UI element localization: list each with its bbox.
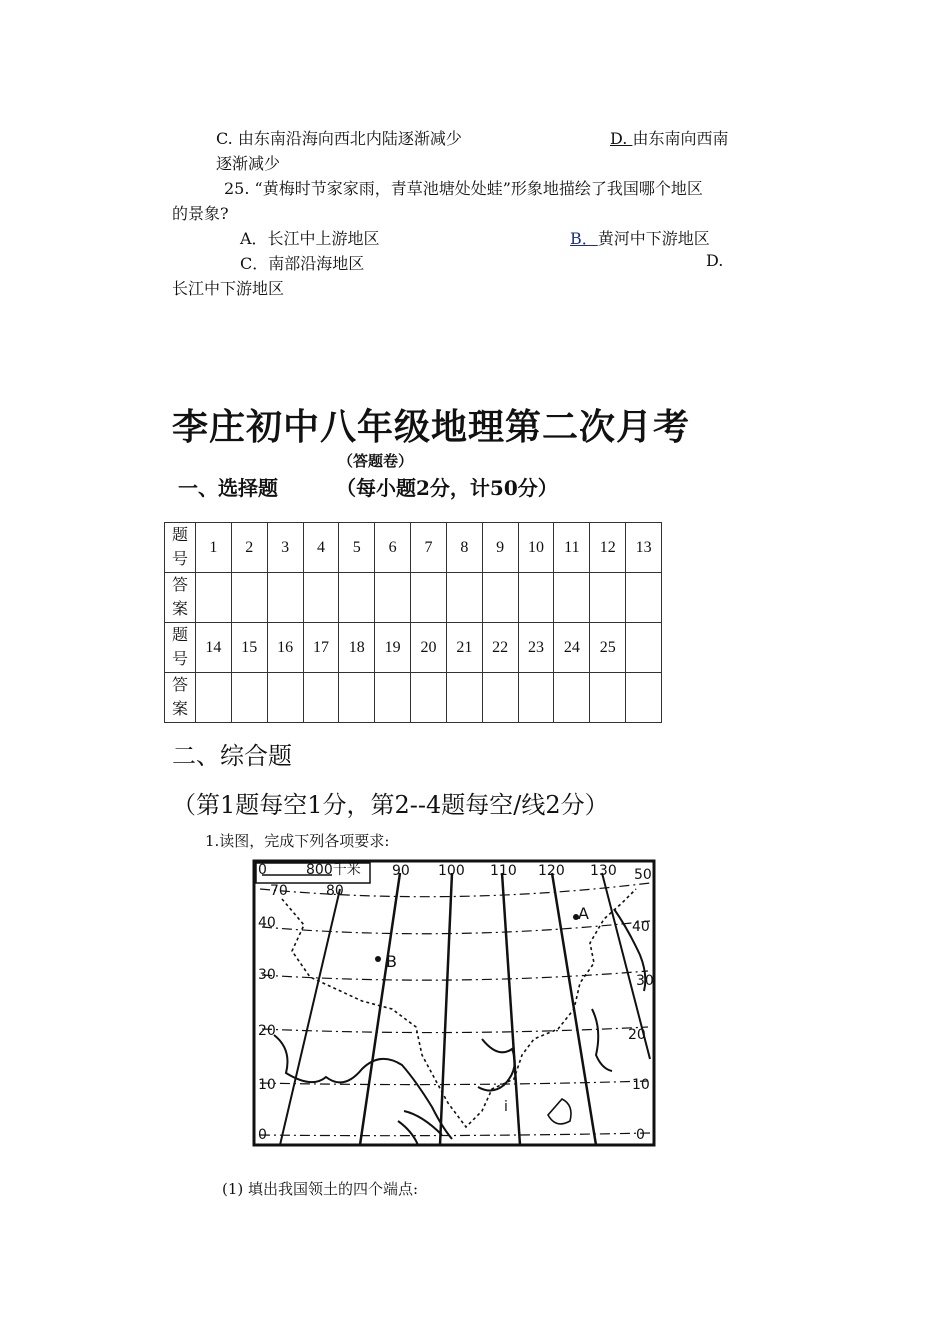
table-cell: 21 bbox=[446, 623, 482, 673]
scale-zero: 0 bbox=[258, 862, 267, 878]
lon-label-100: 100 bbox=[438, 863, 465, 879]
table-cell: 25 bbox=[590, 623, 626, 673]
label-question: 题号 bbox=[165, 523, 196, 573]
sumatra-coast bbox=[398, 1111, 442, 1145]
table-cell: 8 bbox=[446, 523, 482, 573]
label-question: 题号 bbox=[165, 623, 196, 673]
q24-option-d-text: 由东南向西南 bbox=[632, 129, 729, 148]
lat-label-left-10: 10 bbox=[258, 1077, 276, 1093]
section1-title: 一、选择题 bbox=[178, 476, 278, 500]
lon-label-130: 130 bbox=[590, 863, 617, 879]
answer-cell[interactable] bbox=[590, 673, 626, 723]
answer-cell[interactable] bbox=[267, 673, 303, 723]
lon-label-70: 70 bbox=[270, 883, 288, 899]
meridian-90 bbox=[360, 873, 400, 1145]
q25-option-b-text: 黄河中下游地区 bbox=[597, 229, 710, 248]
point-b-label: B bbox=[386, 952, 397, 971]
table-cell bbox=[626, 623, 662, 673]
lat-label-right-50: 50 bbox=[634, 867, 652, 883]
table-cell: 23 bbox=[518, 623, 554, 673]
answer-cell[interactable] bbox=[626, 573, 662, 623]
answer-table bbox=[164, 522, 662, 723]
table-cell: 17 bbox=[303, 623, 339, 673]
point-b-marker bbox=[375, 956, 381, 962]
lat-label-right-40: 40 bbox=[632, 919, 650, 935]
table-row-answers-1 bbox=[165, 573, 662, 623]
label-answer: 答案 bbox=[165, 573, 196, 623]
answer-cell[interactable] bbox=[303, 573, 339, 623]
q24-option-d bbox=[610, 126, 728, 149]
section2-q1-sub1: (1) 填出我国领土的四个端点: bbox=[222, 1180, 419, 1198]
lon-label-80: 80 bbox=[326, 883, 344, 899]
table-cell: 18 bbox=[339, 623, 375, 673]
answer-cell[interactable] bbox=[339, 573, 375, 623]
asia-map bbox=[252, 859, 658, 1147]
answer-cell[interactable] bbox=[590, 573, 626, 623]
parallel-20 bbox=[262, 1027, 648, 1033]
table-cell: 7 bbox=[411, 523, 447, 573]
table-cell: 19 bbox=[375, 623, 411, 673]
table-cell: 3 bbox=[267, 523, 303, 573]
q25-option-a: A．长江中上游地区 bbox=[240, 229, 380, 248]
table-cell: 16 bbox=[267, 623, 303, 673]
q25-option-d-text: 长江中下游地区 bbox=[172, 279, 285, 298]
q25-option-b-letter: B． bbox=[570, 229, 598, 248]
table-row-questions-1 bbox=[165, 523, 662, 573]
answer-cell[interactable] bbox=[482, 573, 518, 623]
q25-option-c: C．南部沿海地区 bbox=[240, 254, 365, 273]
table-cell: 11 bbox=[554, 523, 590, 573]
section2-title: 二、综合题 bbox=[172, 742, 292, 770]
answer-cell[interactable] bbox=[375, 673, 411, 723]
table-cell: 13 bbox=[626, 523, 662, 573]
section2-q1: 1.读图，完成下列各项要求: bbox=[205, 832, 390, 850]
table-cell: 1 bbox=[196, 523, 232, 573]
meridian-80 bbox=[280, 889, 340, 1145]
lat-label-left-30: 30 bbox=[258, 967, 276, 983]
answer-cell[interactable] bbox=[446, 673, 482, 723]
lon-label-120: 120 bbox=[538, 863, 565, 879]
q24-option-c: C. 由东南沿海向西北内陆逐渐减少 bbox=[216, 129, 462, 148]
table-cell: 5 bbox=[339, 523, 375, 573]
point-i-label: i bbox=[504, 1099, 508, 1115]
lat-label-left-40: 40 bbox=[258, 915, 276, 931]
answer-cell[interactable] bbox=[554, 673, 590, 723]
answer-cell[interactable] bbox=[626, 673, 662, 723]
answer-cell[interactable] bbox=[303, 673, 339, 723]
section1-note: （每小题2分，计50分） bbox=[336, 476, 558, 500]
q24-option-d-letter: D. bbox=[610, 129, 633, 148]
table-row-answers-2 bbox=[165, 673, 662, 723]
q25-option-b bbox=[570, 226, 710, 249]
lat-label-left-20: 20 bbox=[258, 1023, 276, 1039]
answer-cell[interactable] bbox=[482, 673, 518, 723]
table-cell: 24 bbox=[554, 623, 590, 673]
answer-cell[interactable] bbox=[231, 673, 267, 723]
answer-cell[interactable] bbox=[554, 573, 590, 623]
answer-cell[interactable] bbox=[411, 573, 447, 623]
scale-label: 800千米 bbox=[306, 862, 361, 878]
answer-cell[interactable] bbox=[411, 673, 447, 723]
answer-cell[interactable] bbox=[231, 573, 267, 623]
lon-label-90: 90 bbox=[392, 863, 410, 879]
china-border bbox=[282, 889, 636, 1127]
table-cell: 22 bbox=[482, 623, 518, 673]
table-cell: 4 bbox=[303, 523, 339, 573]
table-cell: 14 bbox=[196, 623, 232, 673]
meridian-100 bbox=[440, 873, 452, 1145]
q24-option-d-wrap: 逐渐减少 bbox=[216, 154, 281, 173]
answer-cell[interactable] bbox=[518, 673, 554, 723]
lat-label-left-0: 0 bbox=[258, 1127, 267, 1143]
lat-label-right-10: 10 bbox=[632, 1077, 650, 1093]
answer-cell[interactable] bbox=[375, 573, 411, 623]
table-row-questions-2 bbox=[165, 623, 662, 673]
table-cell: 9 bbox=[482, 523, 518, 573]
parallel-0 bbox=[260, 1133, 650, 1136]
answer-cell[interactable] bbox=[446, 573, 482, 623]
answer-cell[interactable] bbox=[518, 573, 554, 623]
table-cell: 2 bbox=[231, 523, 267, 573]
q25-stem-line2: 的景象? bbox=[172, 204, 229, 223]
table-cell: 20 bbox=[411, 623, 447, 673]
q25-option-d-letter: D. bbox=[706, 251, 724, 270]
exam-title: 李庄初中八年级地理第二次月考 bbox=[172, 406, 691, 448]
section2-note: （第1题每空1分，第2--4题每空/线2分） bbox=[172, 791, 609, 819]
philippines-coast bbox=[592, 1009, 612, 1071]
parallel-40 bbox=[260, 883, 650, 897]
answer-cell[interactable] bbox=[196, 573, 232, 623]
indochina-coast bbox=[478, 1039, 515, 1091]
parallel-40b bbox=[262, 921, 650, 934]
lon-label-110: 110 bbox=[490, 863, 517, 879]
table-cell: 6 bbox=[375, 523, 411, 573]
lat-label-right-30: 30 bbox=[636, 973, 654, 989]
lat-label-right-0: 0 bbox=[636, 1127, 645, 1143]
table-cell: 15 bbox=[231, 623, 267, 673]
q25-stem-line1: 25. “黄梅时节家家雨，青草池塘处处蛙”形象地描绘了我国哪个地区 bbox=[224, 179, 703, 198]
answer-cell[interactable] bbox=[196, 673, 232, 723]
answer-cell[interactable] bbox=[339, 673, 375, 723]
point-a-label: A bbox=[578, 904, 589, 923]
borneo-coast bbox=[548, 1099, 571, 1124]
table-cell: 10 bbox=[518, 523, 554, 573]
answer-cell[interactable] bbox=[267, 573, 303, 623]
table-cell: 12 bbox=[590, 523, 626, 573]
label-answer: 答案 bbox=[165, 673, 196, 723]
exam-subtitle: （答题卷） bbox=[338, 452, 414, 470]
lat-label-right-20: 20 bbox=[628, 1027, 646, 1043]
